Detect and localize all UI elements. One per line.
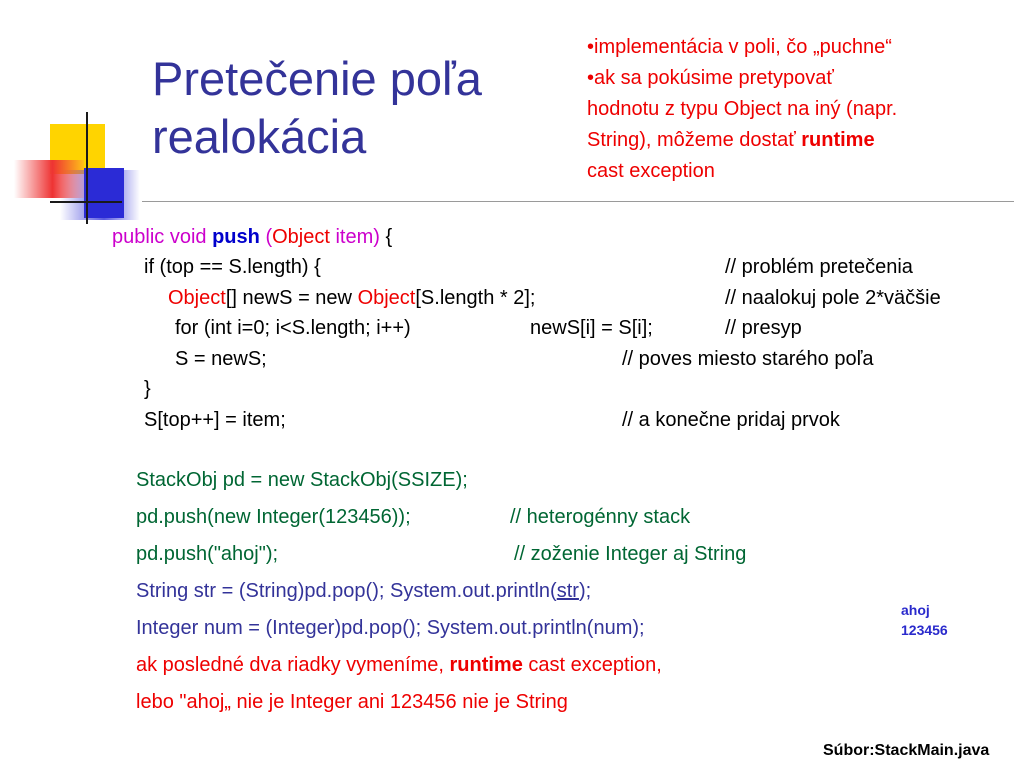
title-divider: [142, 201, 1014, 202]
usage-line-7: lebo "ahoj„ nie je Integer ani 123456 nie je String: [136, 691, 568, 713]
code-line-3-mid: [] newS = new: [225, 287, 358, 309]
note-runtime-bold: runtime: [801, 129, 875, 151]
logo-blue-square: [84, 168, 124, 218]
note-line-2: •ak sa pokúsime pretypovať: [587, 67, 834, 89]
footer-source-file: Súbor:StackMain.java: [823, 742, 990, 759]
note-line-1: •implementácia v poli, čo „puchne“: [587, 36, 892, 58]
usage-line-4: [136, 573, 591, 610]
paren-open: (: [265, 226, 273, 248]
code-line-2: if (top == S.length) {: [144, 256, 321, 278]
usage-line-6-b: cast exception,: [522, 654, 662, 676]
code-line-3: [168, 283, 535, 313]
code-line-5: S = newS;: [175, 348, 267, 370]
code-line-7: S[top++] = item;: [144, 409, 286, 431]
usage-line-6: [136, 647, 662, 684]
code-line-4-assign: newS[i] = S[i];: [530, 317, 653, 339]
type-object-new: Object: [357, 287, 416, 309]
title-line-2: realokácia: [152, 110, 367, 163]
type-object: Object: [272, 226, 330, 248]
usage-str-underlined: str: [556, 580, 579, 602]
code-line-3-end: [S.length * 2];: [415, 287, 536, 309]
usage-line-6-a: ak posledné dva riadky vymeníme,: [136, 654, 450, 676]
title-line-1: Pretečenie poľa: [152, 52, 482, 105]
method-push: push: [212, 226, 260, 248]
usage-comment-3: // zoženie Integer aj String: [514, 543, 747, 565]
usage-line-4-b: );: [578, 580, 592, 602]
brace-open: {: [385, 226, 393, 248]
logo-vertical-line: [86, 112, 88, 224]
note-line-4: [587, 125, 1017, 156]
usage-line-1: StackObj pd = new StackObj(SSIZE);: [136, 469, 468, 491]
notes-box: [587, 32, 1017, 187]
usage-line-2: pd.push(new Integer(123456));: [136, 506, 411, 528]
code-line-1: [112, 222, 392, 252]
type-object-array: Object: [168, 287, 226, 309]
kw-public: public: [112, 226, 165, 248]
param-item: item): [335, 226, 380, 248]
code-comment-3: // naalokuj pole 2*väčšie: [725, 287, 941, 309]
code-line-6: }: [144, 378, 151, 400]
usage-comment-2: // heterogénny stack: [510, 506, 691, 528]
usage-line-3: pd.push("ahoj");: [136, 543, 279, 565]
note-line-3: hodnotu z typu Object na iný (napr.: [587, 98, 898, 120]
usage-line-5: Integer num = (Integer)pd.pop(); System.out.println(num);: [136, 617, 645, 639]
code-line-4: for (int i=0; i<S.length; i++): [175, 317, 411, 339]
code-comment-5: // poves miesto starého poľa: [622, 348, 874, 370]
logo-horizontal-line: [50, 201, 122, 203]
logo-red-bar: [14, 160, 84, 198]
usage-line-4-a: String str = (String)pd.pop(); System.out.println(: [136, 580, 557, 602]
kw-void: void: [169, 226, 207, 248]
code-comment-7: // a konečne pridaj prvok: [622, 409, 840, 431]
output-line-1: ahoj: [901, 602, 930, 618]
note-line-5: cast exception: [587, 160, 715, 182]
code-comment-2: // problém pretečenia: [725, 256, 913, 278]
note-line-4-text: String), môžeme dostať: [587, 129, 802, 151]
slide-title: [152, 50, 572, 166]
code-comment-4: // presyp: [725, 317, 802, 339]
output-line-2: 123456: [901, 622, 948, 638]
program-output: [901, 600, 948, 640]
usage-runtime-bold: runtime: [449, 654, 523, 676]
